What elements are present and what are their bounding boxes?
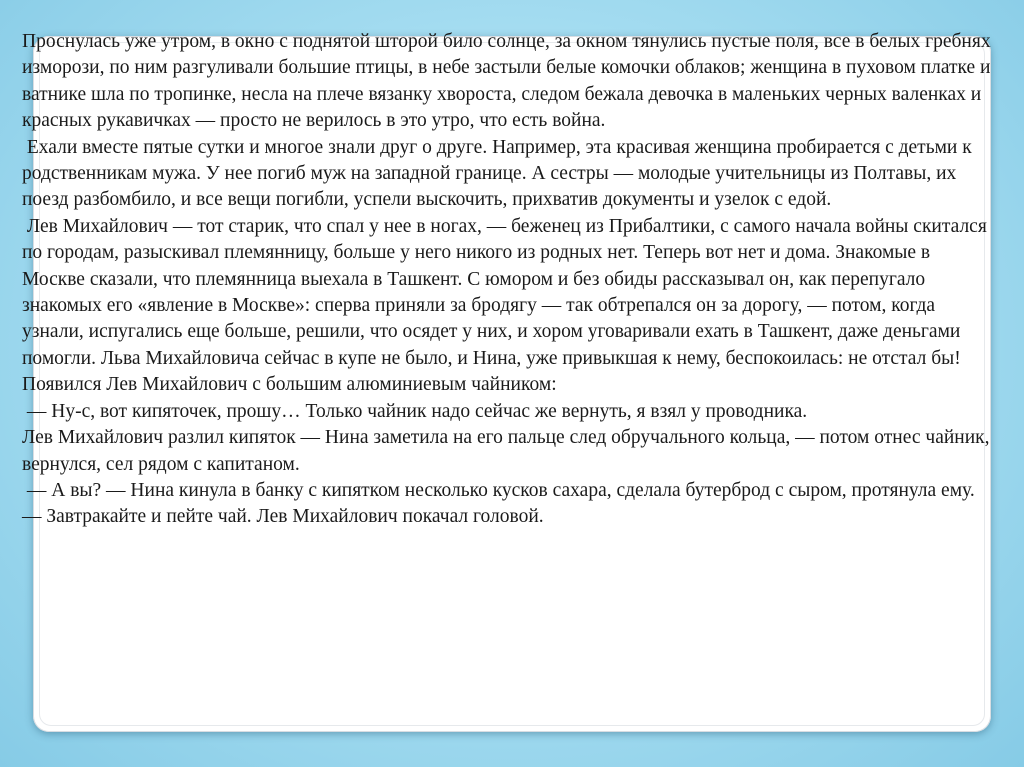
paragraph-2: Ехали вместе пятые сутки и многое знали друг о друге. Например, эта красивая женщина пробирается с детьми к родственникам мужа. У нее погиб муж на западной границе. А сестры — молодые учительницы из Полтавы, их поезд разбомбило, и все вещи погибли, успели выскочить, прихватив документы и узелок с едой. bbox=[22, 136, 977, 211]
paragraph-6: — А вы? — Нина кинула в банку с кипятком несколько кусков сахара, сделала бутерброд с сыром, протянула ему. — Завтракайте и пейте чай. Лев Михайлович покачал головой. bbox=[22, 479, 980, 528]
text-body bbox=[22, 29, 997, 531]
paragraph-1: Проснулась уже утром, в окно с поднятой шторой било солнце, за окном тянулись пустые поля, все в белых гребнях изморози, по ним разгуливали большие птицы, в небе застыли белые комочки облаков; женщина в пуховом платке и ватнике шла по тропинке, несла на плече вязанку хвороста, следом бежала девочка в маленьких черных валенках и красных рукавичках — просто не верилось в это утро, что есть война. bbox=[22, 31, 996, 132]
paragraph-4: — Ну-с, вот кипяточек, прошу… Только чайник надо сейчас же вернуть, я взял у проводника. bbox=[22, 400, 808, 422]
paragraph-3: Лев Михайлович — тот старик, что спал у нее в ногах, — беженец из Прибалтики, с самого начала войны скитался по городам, разыскивал племянницу, больше у него никого из родных нет. Теперь вот нет и дома. Знакомые в Москве сказали, что племянница выехала в Ташкент. С юмором и без обиды рассказывал он, как перепугало знакомых его «явление в Москве»: сперва приняли за бродягу — так обтрепался он за дорогу, — потом, когда узнали, испугались еще больше, решили, что осядет у них, и хором уговаривали ехать в Ташкент, даже деньгами помогли. Льва Михайловича сейчас в купе не было, и Нина, уже привыкшая к нему, беспокоилась: не отстал бы! Появился Лев Михайлович с большим алюминиевым чайником: bbox=[22, 215, 992, 396]
paragraph-5: Лев Михайлович разлил кипяток — Нина заметила на его пальце след обручального кольца, — потом отнес чайник, вернулся, сел рядом с капитаном. bbox=[22, 427, 995, 475]
